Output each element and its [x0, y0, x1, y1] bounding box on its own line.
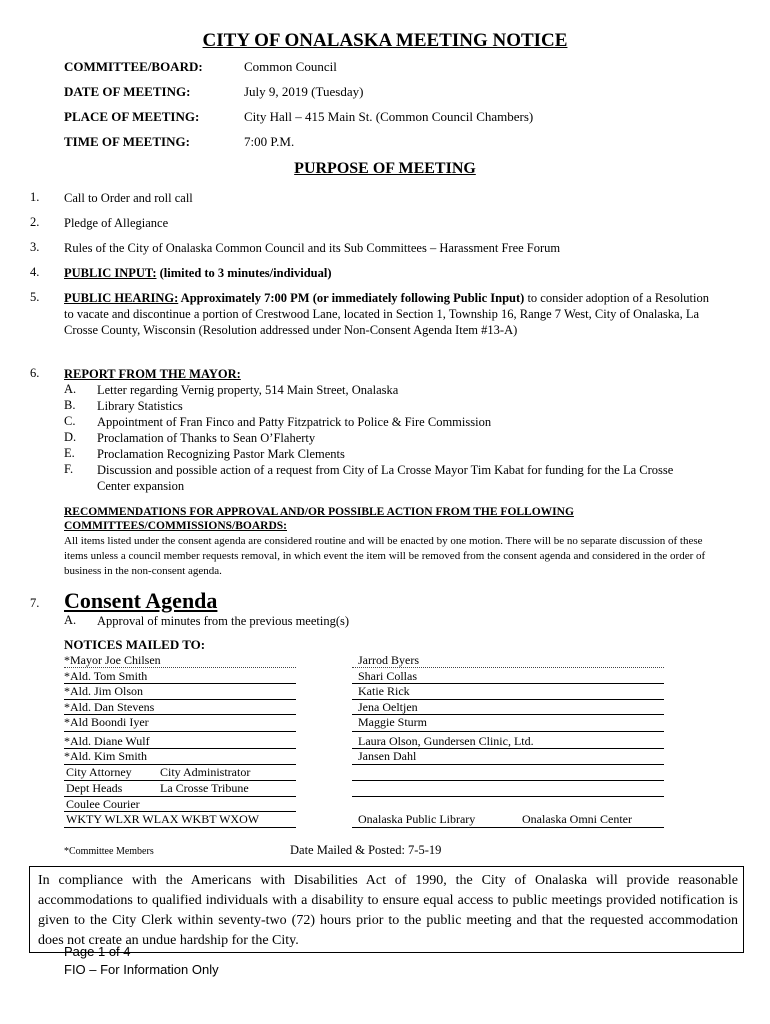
item-number: 1.: [30, 190, 40, 204]
public-input-limit: (limited to 3 minutes/individual): [156, 266, 332, 280]
sub-letter: F.: [64, 462, 74, 476]
recipient: La Crosse Tribune: [160, 781, 249, 795]
mayor-item: Discussion and possible action of a request from City of La Crosse Mayor Tim Kabat for funding for the La Crosse Center expansion: [97, 463, 674, 493]
recipient: *Ald. Diane Wulf: [64, 734, 150, 748]
item-rules: Rules of the City of Onalaska Common Council and its Sub Committees – Harassment Free Forum: [64, 241, 561, 255]
recipient: Coulee Courier: [66, 797, 140, 811]
item-call-to-order: Call to Order and roll call: [64, 191, 193, 205]
ada-notice: In compliance with the Americans with Disabilities Act of 1990, the City of Onalaska will provide reasonable accommodations to qualified individuals with a disability to ensure equal access to public meetings provided notification is given to the City Clerk within seventy-two (72) hours prior to the public meeting and that the requested accommodation does not create an undue hardship for the City.: [29, 866, 744, 953]
sub-letter: D.: [64, 430, 77, 444]
mayor-item: Appointment of Fran Finco and Patty Fitzpatrick to Police & Fire Commission: [97, 415, 492, 429]
mayor-item: Proclamation of Thanks to Sean O’Flaherty: [97, 431, 316, 445]
item-number: 6.: [30, 366, 40, 380]
recipient: *Ald. Tom Smith: [64, 669, 148, 683]
page-number: Page 1 of 4: [64, 944, 131, 959]
recipient: *Ald. Dan Stevens: [64, 700, 155, 714]
date-mailed: Date Mailed & Posted: 7-5-19: [290, 843, 442, 857]
recipient: Laura Olson, Gundersen Clinic, Ltd.: [358, 734, 534, 748]
sub-letter: A.: [64, 613, 77, 627]
recipient: Maggie Sturm: [358, 715, 427, 729]
purpose-heading: PURPOSE OF MEETING: [294, 160, 476, 177]
item-public-hearing: [64, 290, 714, 338]
consent-agenda-heading: Consent Agenda: [64, 588, 218, 613]
time-label: TIME OF MEETING:: [64, 134, 190, 149]
item-pledge: Pledge of Allegiance: [64, 216, 169, 230]
recipient: Jena Oeltjen: [358, 700, 418, 714]
sub-letter: C.: [64, 414, 76, 428]
public-hearing-time: Approximately 7:00 PM (or immediately following Public Input): [178, 291, 525, 305]
place-label: PLACE OF MEETING:: [64, 109, 200, 124]
recipient: Shari Collas: [358, 669, 417, 683]
consent-item: Approval of minutes from the previous meeting(s): [97, 614, 350, 628]
recipient: *Ald. Kim Smith: [64, 749, 148, 763]
recommendations-heading: RECOMMENDATIONS FOR APPROVAL AND/OR POSSIBLE ACTION FROM THE FOLLOWING COMMITTEES/COMMISSIONS/BOARDS:: [64, 506, 574, 532]
committee-value: Common Council: [244, 59, 337, 74]
mayor-item: Proclamation Recognizing Pastor Mark Clements: [97, 447, 345, 461]
time-value: 7:00 P.M.: [244, 134, 295, 149]
sub-letter: A.: [64, 382, 77, 396]
item-number: 3.: [30, 240, 40, 254]
recipient: Onalaska Omni Center: [522, 812, 632, 826]
recipient: WKTY WLXR WLAX WKBT WXOW: [66, 812, 260, 826]
recipient: Katie Rick: [358, 684, 410, 698]
page-title: CITY OF ONALASKA MEETING NOTICE: [202, 30, 568, 51]
mayor-report-heading: REPORT FROM THE MAYOR:: [64, 367, 241, 381]
item-number: 4.: [30, 265, 40, 279]
recipient: *Ald Boondi Iyer: [64, 715, 149, 729]
public-hearing-label: PUBLIC HEARING:: [64, 291, 179, 305]
fio-note: FIO – For Information Only: [64, 962, 219, 977]
mayor-item: Letter regarding Vernig property, 514 Main Street, Onalaska: [97, 383, 399, 397]
recommendations-note: All items listed under the consent agenda are considered routine and will be enacted by one motion. There will be no separate discussion of these items unless a council member requests removal, in which event the item will be removed from the consent agenda and considered in the order of business in the non-consent agenda.: [64, 535, 706, 577]
date-value: July 9, 2019 (Tuesday): [244, 84, 364, 99]
recipient: *Ald. Jim Olson: [64, 684, 144, 698]
sub-letter: B.: [64, 398, 76, 412]
item-public-input: [64, 265, 332, 281]
recipient: Onalaska Public Library: [358, 812, 476, 826]
recipient: Dept Heads: [66, 781, 123, 795]
recipient: *Mayor Joe Chilsen: [64, 653, 161, 667]
public-input-label: PUBLIC INPUT:: [64, 266, 157, 280]
place-value: City Hall – 415 Main St. (Common Council Chambers): [244, 109, 534, 124]
sub-letter: E.: [64, 446, 75, 460]
recipient: City Attorney: [66, 765, 132, 779]
public-hearing-text: to consider adoption of a Resolution to vacate and discontinue a portion of Crestwood Lane, located in Section 1, Township 16, Range 7 West, City of Onalaska, La Crosse County, Wisconsin (Resolution addressed under Non-Consent Agenda Item #13-A): [64, 291, 710, 337]
date-label: DATE OF MEETING:: [64, 84, 191, 99]
item-number: 5.: [30, 290, 40, 304]
recipient: Jarrod Byers: [358, 653, 419, 667]
item-number: 7.: [30, 596, 40, 610]
notices-heading: NOTICES MAILED TO:: [64, 637, 206, 652]
item-number: 2.: [30, 215, 40, 229]
mayor-item: Library Statistics: [97, 399, 183, 413]
committee-label: COMMITTEE/BOARD:: [64, 59, 203, 74]
recipient: Jansen Dahl: [358, 749, 417, 763]
recipient: City Administrator: [160, 765, 251, 779]
committee-members-note: *Committee Members: [64, 846, 154, 857]
